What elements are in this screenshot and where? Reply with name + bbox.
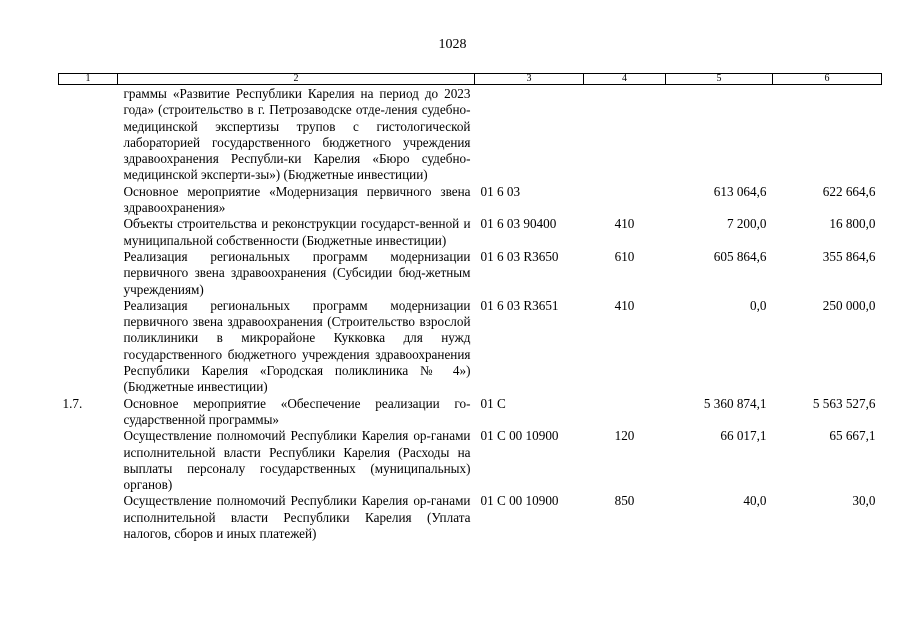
row-name: Осуществление полномочий Республики Карелия ор-ганами исполнительной власти Республики Карелия (Уплата налогов, сборов и иных платежей) [123,493,471,542]
table-row [59,298,882,396]
row-code: 01 С 00 10900 [480,428,559,444]
row-name: Основное мероприятие «Модернизация первичного звена здравоохранения» [123,183,471,216]
column-number: 4 [584,74,666,85]
row-number: 1.7. [62,395,83,411]
row-number [59,216,118,249]
row-number [59,249,118,298]
table-row [59,396,882,429]
row-sum-2: 65 667,1 [829,428,876,444]
row-code: 01 С 00 10900 [480,493,559,509]
column-number: 3 [475,74,584,85]
row-sum-1: 605 864,6 [713,248,767,264]
row-code: 01 6 03 [480,183,521,199]
page-number: 1028 [438,37,467,52]
table-row [59,249,882,298]
row-sum-2: 355 864,6 [822,248,876,264]
row-name: Осуществление полномочий Республики Карелия ор-ганами исполнительной власти Республики Карелия (Расходы на выплаты персоналу государственных (муниципальных) органов) [123,428,471,493]
row-sum-1: 0,0 [750,297,767,313]
row-sum-2: 16 800,0 [829,216,876,232]
row-sum-1: 66 017,1 [720,428,767,444]
row-expense-type: 410 [614,216,635,232]
column-number: 6 [773,74,882,85]
row-number [59,428,118,493]
row-number [59,298,118,396]
table-row [59,85,882,184]
row-code: 01 6 03 R3650 [480,248,559,264]
row-expense-type [584,85,666,184]
row-name: Объекты строительства и реконструкции государст-венной и муниципальной собственности (Бюджетные инвестиции) [123,216,471,248]
row-code: 01 6 03 R3651 [480,297,559,313]
column-number: 5 [666,74,773,85]
row-name: граммы «Развитие Республики Карелия на период до 2023 года» (строительство в г. Петрозаводске отде-ления судебно-медицинской экспертизы трупов с гистологической лабораторией государственного бюджетного учреждения здравоохранения Республи-ки Карелия «Бюро судебно-медицинской эксперти-зы») (Бюджетные инвестиции) [123,86,471,183]
row-sum-2: 250 000,0 [822,297,876,313]
table-row [59,184,882,217]
row-number [59,85,118,184]
row-sum-2: 30,0 [852,493,876,509]
row-code: 01 6 03 90400 [480,216,557,232]
column-number-row [59,74,882,85]
row-sum-1: 5 360 874,1 [703,395,767,411]
row-sum-2 [773,85,882,184]
table-row [59,428,882,493]
row-expense-type [584,396,666,429]
row-name: Основное мероприятие «Обеспечение реализации го-сударственной программы» [123,395,471,427]
row-expense-type: 610 [614,248,635,264]
row-number [59,184,118,217]
row-sum-1: 40,0 [743,493,767,509]
row-expense-type: 120 [614,428,635,444]
row-name: Реализация региональных программ модернизации первичного звена здравоохранения (Субсидии бюд-жетным учреждениям) [123,248,471,297]
row-code: 01 С [480,395,506,411]
table-row [59,216,882,249]
row-sum-1 [666,85,773,184]
budget-table [58,73,882,542]
column-number: 1 [59,74,118,85]
row-code [475,85,584,184]
row-expense-type: 410 [614,297,635,313]
row-sum-2: 5 563 527,6 [812,395,876,411]
row-expense-type: 850 [614,493,635,509]
column-number: 2 [118,74,475,85]
row-name: Реализация региональных программ модернизации первичного звена здравоохранения (Строительство взрослой поликлиники в микрорайоне Кукковка для нужд государственного бюджетного учреждения здравоохранения Республики Карелия «Городская поликлиника № 4») (Бюджетные инвестиции) [123,297,471,395]
row-sum-2: 622 664,6 [822,183,876,199]
row-expense-type [584,184,666,217]
table-row [59,493,882,542]
row-number [59,493,118,542]
row-sum-1: 613 064,6 [713,183,767,199]
row-sum-1: 7 200,0 [726,216,767,232]
